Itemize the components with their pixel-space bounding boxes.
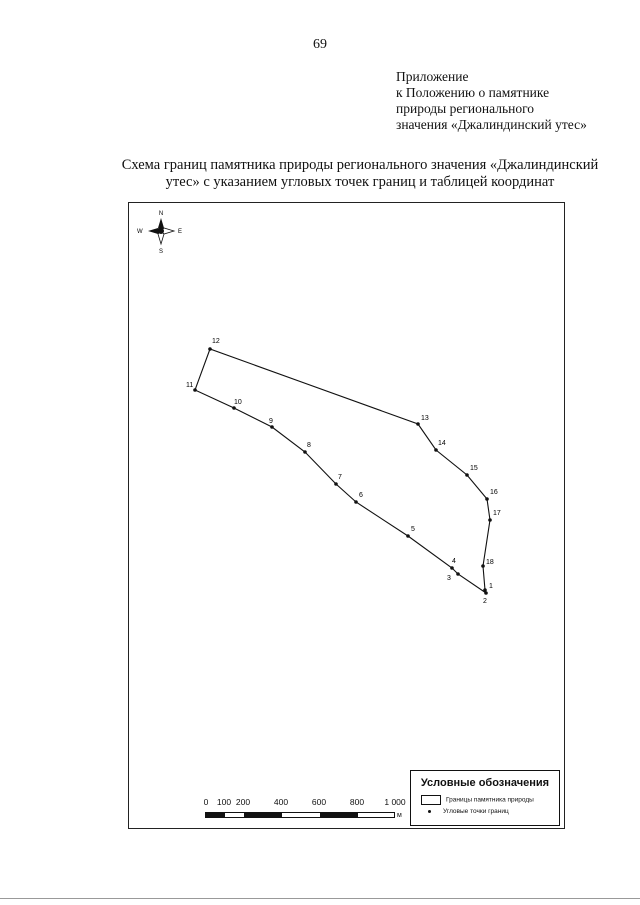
boundary-point-marker	[434, 448, 438, 452]
boundary-point-marker	[303, 450, 307, 454]
scale-label: 400	[273, 797, 289, 807]
boundary-point-label: 11	[186, 382, 194, 389]
boundary-points	[186, 338, 501, 605]
appendix-line: Приложение	[396, 69, 469, 84]
boundary-point-label: 2	[483, 598, 487, 605]
boundary-point-label: 5	[411, 526, 415, 533]
boundary-point-label: 1	[489, 583, 493, 590]
scale-label: 800	[349, 797, 365, 807]
scale-label: 600	[311, 797, 327, 807]
appendix-line: значения «Джалиндинский утес»	[396, 117, 587, 132]
boundary-point-label: 9	[269, 418, 273, 425]
boundary-point-label: 4	[452, 558, 456, 565]
boundary-point-marker	[193, 388, 197, 392]
point-marker-icon	[428, 810, 431, 813]
legend-points-row	[421, 808, 509, 815]
legend-box	[410, 770, 560, 826]
legend-boundary-label: Границы памятника природы	[446, 796, 534, 804]
boundary-point-marker	[416, 422, 420, 426]
compass-s-label: S	[158, 249, 164, 255]
scale-label: 0	[203, 797, 209, 807]
legend-title: Условные обозначения	[420, 777, 550, 789]
boundary-point-label: 15	[470, 465, 478, 472]
appendix-line: природы регионального	[396, 101, 535, 116]
boundary-point-label: 18	[486, 559, 494, 566]
boundary-point-marker	[334, 482, 338, 486]
boundary-polygon	[195, 349, 490, 593]
compass-w-label: W	[137, 229, 143, 235]
boundary-point-label: 13	[421, 415, 429, 422]
scale-bar	[205, 812, 395, 818]
boundary-point-marker	[456, 572, 460, 576]
boundary-point-marker	[208, 347, 212, 351]
boundary-point-marker	[406, 534, 410, 538]
legend-boundary-row	[421, 795, 534, 805]
compass-e-label: E	[178, 229, 183, 235]
boundary-point-marker	[232, 406, 236, 410]
boundary-point-marker	[485, 497, 489, 501]
boundary-point-marker	[270, 425, 274, 429]
boundary-point-label: 6	[359, 492, 363, 499]
boundary-point-marker	[465, 473, 469, 477]
scheme-title-line: Схема границ памятника природы регионального значения «Джалиндинский	[121, 157, 599, 173]
boundary-swatch-icon	[421, 795, 441, 805]
scale-label: 200	[235, 797, 251, 807]
boundary-point-label: 7	[338, 474, 342, 481]
boundary-point-label: 3	[447, 575, 451, 582]
footer-rule	[0, 898, 640, 899]
scheme-title-line: утес» с указанием угловых точек границ и таблицей координат	[165, 174, 555, 190]
scale-label: 100	[216, 797, 232, 807]
page-number: 69	[313, 37, 327, 52]
boundary-point-label: 16	[490, 489, 498, 496]
compass-n-label: N	[158, 211, 164, 217]
boundary-point-marker	[484, 591, 488, 595]
compass-rose-icon	[137, 211, 182, 255]
scale-label: 1 000	[384, 797, 406, 807]
boundary-point-marker	[481, 564, 485, 568]
boundary-point-label: 14	[438, 440, 446, 447]
boundary-point-label: 12	[212, 338, 220, 345]
scale-unit: м	[397, 812, 402, 819]
legend-points-label: Угловые точки границ	[443, 808, 509, 815]
boundary-point-marker	[450, 566, 454, 570]
boundary-point-label: 8	[307, 442, 311, 449]
boundary-point-marker	[354, 500, 358, 504]
boundary-point-label: 10	[234, 399, 242, 406]
appendix-line: к Положению о памятнике	[396, 85, 550, 100]
boundary-point-label: 17	[493, 510, 501, 517]
boundary-point-marker	[488, 518, 492, 522]
